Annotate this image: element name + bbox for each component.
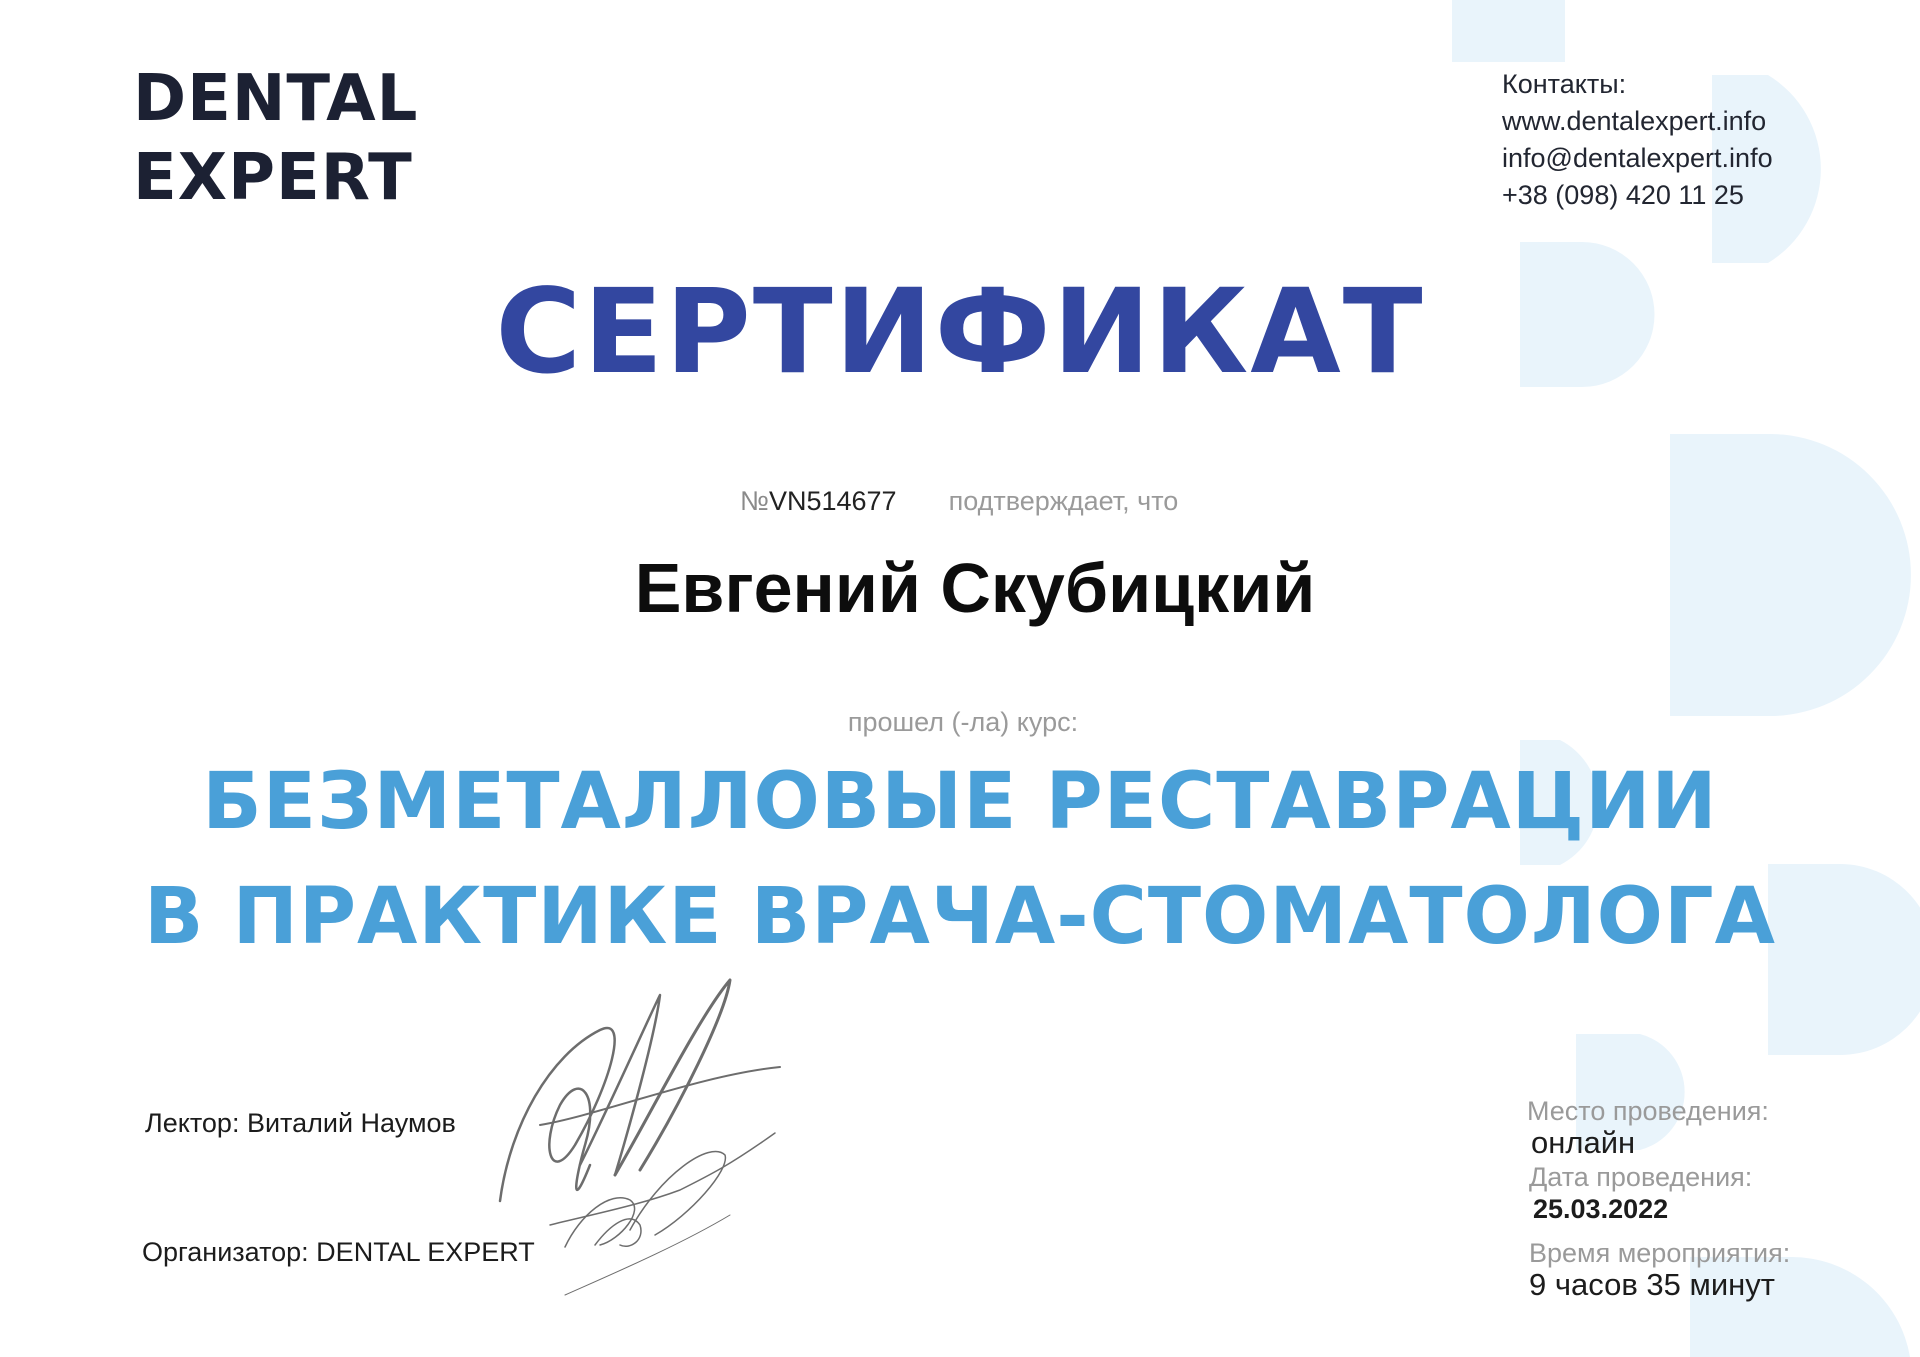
lector-line: Лектор: Виталий Наумов <box>145 1108 456 1138</box>
course-title-line-2: В ПРАКТИКЕ ВРАЧА-СТОМАТОЛОГА <box>143 872 1777 962</box>
logo-line-2: EXPERT <box>133 141 413 215</box>
organizer-line: Организатор: DENTAL EXPERT <box>142 1237 535 1267</box>
course-title <box>0 745 1920 975</box>
course-intro: прошел (-ла) курс: <box>847 707 1079 737</box>
date-label: Дата проведения: <box>1529 1162 1753 1192</box>
certificate-number: VN514677 <box>768 486 897 516</box>
contacts-website[interactable]: www.dentalexpert.info <box>1502 106 1767 136</box>
place-value: онлайн <box>1531 1125 1636 1160</box>
date-value: 25.03.2022 <box>1533 1194 1669 1224</box>
company-logo <box>133 60 418 218</box>
event-info-block <box>1527 1096 1790 1302</box>
contacts-email[interactable]: info@dentalexpert.info <box>1502 143 1773 173</box>
recipient-name: Евгений Скубицкий <box>634 549 1316 627</box>
number-symbol: № <box>740 486 769 516</box>
course-title-line-1: БЕЗМЕТАЛЛОВЫЕ РЕСТАВРАЦИИ <box>202 757 1718 847</box>
contacts-label: Контакты: <box>1502 69 1627 99</box>
contacts-phone[interactable]: +38 (098) 420 11 25 <box>1502 180 1744 210</box>
certificate-title: СЕРТИФИКАТ <box>495 263 1425 400</box>
logo-line-1: DENTAL <box>133 62 419 136</box>
certificate-number-line <box>740 486 1178 517</box>
confirms-text: подтверждает, что <box>948 486 1179 516</box>
contacts-block <box>1502 66 1773 214</box>
duration-value: 9 часов 35 минут <box>1529 1267 1775 1302</box>
duration-label: Время мероприятия: <box>1529 1238 1791 1268</box>
place-label: Место проведения: <box>1527 1096 1769 1126</box>
signature-icon <box>480 975 800 1305</box>
